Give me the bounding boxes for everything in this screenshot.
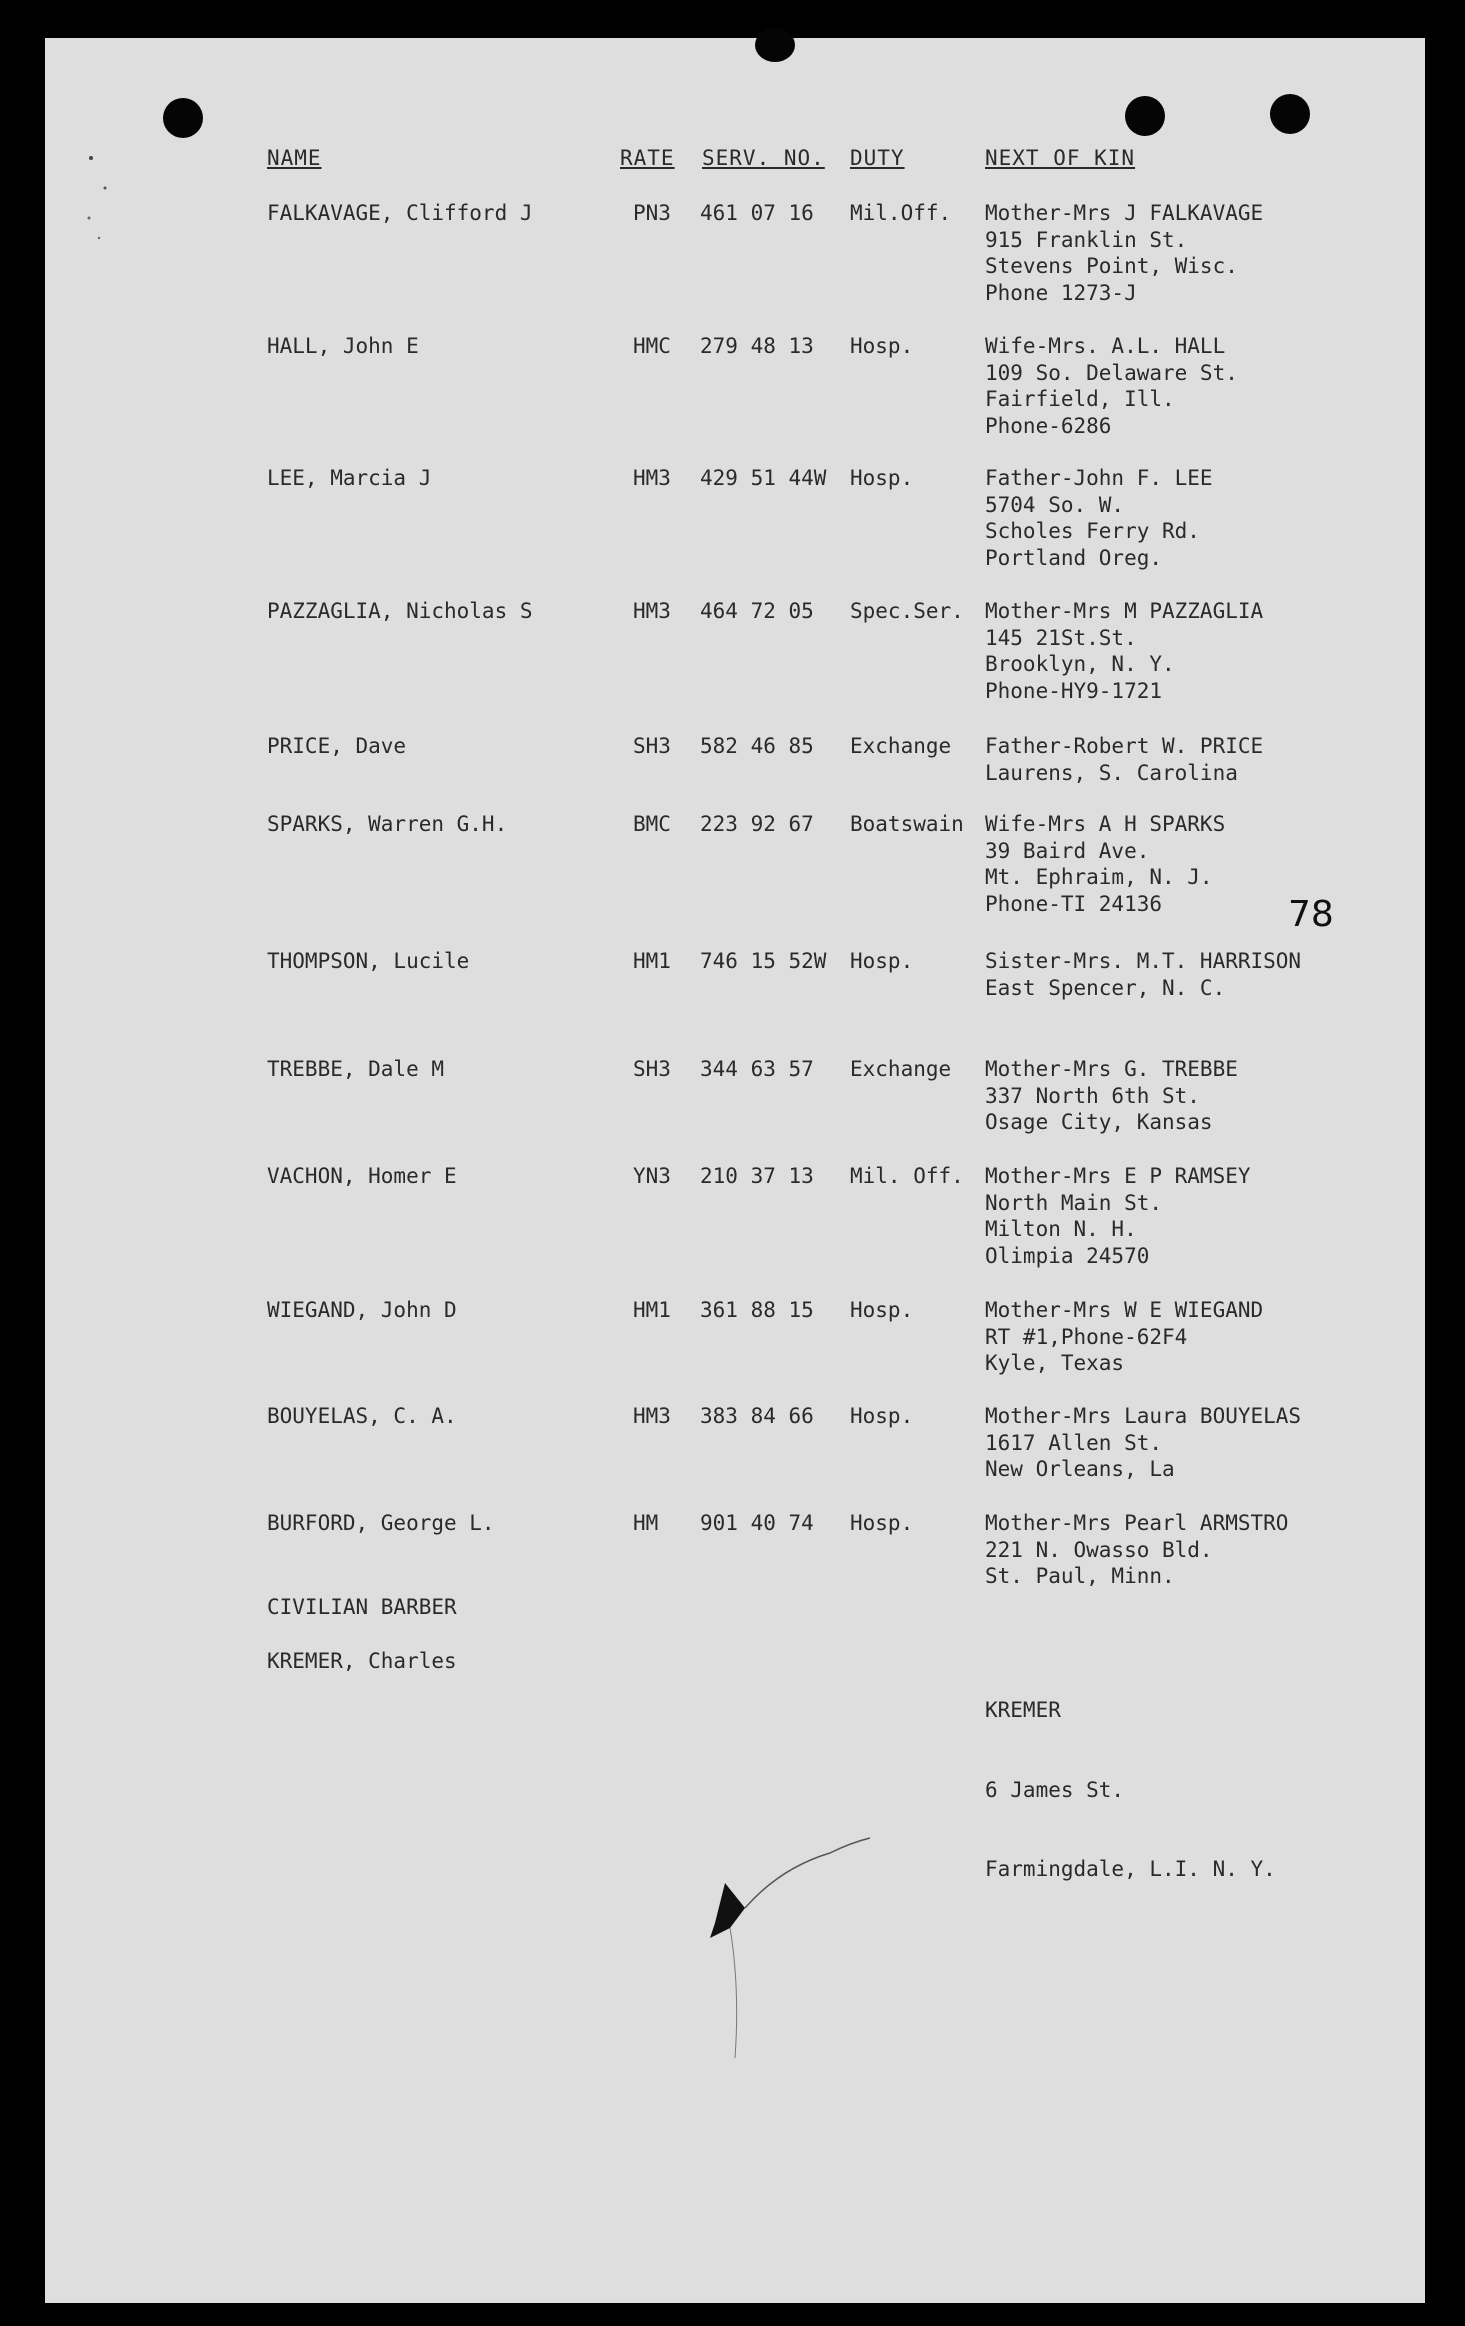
kin-line: Phone-TI 24136 [985, 891, 1163, 916]
page-number: 78 [1288, 894, 1334, 935]
person-next-of-kin [985, 948, 1301, 1001]
person-duty: Mil.Off. [850, 201, 952, 225]
kin-line: 109 So. Delaware St. [985, 360, 1238, 385]
kin-line: 6 James St. [985, 1777, 1125, 1802]
person-duty: Spec.Ser. [850, 599, 964, 623]
kin-line: Mother-Mrs E P RAMSEY [985, 1164, 1251, 1188]
kin-line: Mother-Mrs Laura BOUYELAS [985, 1404, 1302, 1428]
person-serv-no: 746 15 52W [700, 949, 827, 973]
person-name: TREBBE, Dale M [267, 1057, 445, 1081]
person-rate: SH3 [633, 1057, 671, 1081]
kin-line: RT #1,Phone-62F4 [985, 1324, 1188, 1349]
kin-line: Mother-Mrs M PAZZAGLIA [985, 599, 1264, 623]
person-next-of-kin [985, 733, 1263, 786]
kin-line: Mother-Mrs W E WIEGAND [985, 1298, 1264, 1322]
person-rate: HM [633, 1511, 659, 1535]
person-duty: Boatswain [850, 812, 964, 836]
kin-line: 221 N. Owasso Bld. [985, 1537, 1213, 1562]
person-duty: Hosp. [850, 1511, 914, 1535]
person-duty: Hosp. [850, 1298, 914, 1322]
person-serv-no: 383 84 66 [700, 1404, 814, 1428]
kin-line: North Main St. [985, 1190, 1163, 1215]
person-duty: Mil. Off. [850, 1164, 964, 1188]
kin-line: 1617 Allen St. [985, 1430, 1163, 1455]
kin-line: Phone 1273-J [985, 280, 1137, 305]
person-rate: HM3 [633, 466, 671, 490]
person-next-of-kin [985, 811, 1225, 917]
person-duty: Exchange [850, 1057, 952, 1081]
header-duty: DUTY [850, 146, 905, 170]
kin-line: Mother-Mrs J FALKAVAGE [985, 201, 1264, 225]
kin-line: Father-Robert W. PRICE [985, 734, 1264, 758]
kin-line: Stevens Point, Wisc. [985, 254, 1238, 278]
kin-line: KREMER [985, 1698, 1061, 1722]
kin-line: Scholes Ferry Rd. [985, 519, 1200, 543]
person-next-of-kin [985, 333, 1238, 439]
kin-line: Wife-Mrs. A.L. HALL [985, 334, 1226, 358]
paper-tear [670, 1828, 900, 2088]
person-rate: SH3 [633, 734, 671, 758]
kin-line: Fairfield, Ill. [985, 387, 1175, 411]
punch-notch [755, 28, 795, 62]
person-serv-no: 461 07 16 [700, 201, 814, 225]
person-duty: Hosp. [850, 466, 914, 490]
kin-line: Olimpia 24570 [985, 1243, 1150, 1268]
kin-line: Milton N. H. [985, 1217, 1137, 1241]
kin-line: 337 North 6th St. [985, 1083, 1200, 1108]
person-rate: HMC [633, 334, 671, 358]
person-rate: HM1 [633, 949, 671, 973]
person-serv-no: 223 92 67 [700, 812, 814, 836]
person-next-of-kin [985, 1510, 1288, 1590]
person-name: LEE, Marcia J [267, 466, 432, 490]
person-name: HALL, John E [267, 334, 419, 358]
kin-line: Laurens, S. Carolina [985, 760, 1238, 785]
person-rate: HM3 [633, 599, 671, 623]
kin-line: Mother-Mrs Pearl ARMSTRO [985, 1511, 1289, 1535]
kin-line: Farmingdale, L.I. N. Y. [985, 1857, 1276, 1881]
kin-line: 145 21St.St. [985, 625, 1137, 650]
kin-line: Kyle, Texas [985, 1351, 1125, 1375]
person-name: THOMPSON, Lucile [267, 949, 470, 973]
kin-line: Mother-Mrs G. TREBBE [985, 1057, 1238, 1081]
civilian-name: KREMER, Charles [267, 1649, 457, 1673]
kin-line: 5704 So. W. [985, 492, 1125, 517]
kin-line: Brooklyn, N. Y. [985, 652, 1175, 676]
header-next-of-kin: NEXT OF KIN [985, 146, 1136, 170]
kin-line: 39 Baird Ave. [985, 838, 1150, 863]
person-serv-no: 210 37 13 [700, 1164, 814, 1188]
kin-line: Portland Oreg. [985, 545, 1163, 570]
person-rate: YN3 [633, 1164, 671, 1188]
edge-marks [85, 138, 115, 248]
person-name: SPARKS, Warren G.H. [267, 812, 508, 836]
person-name: WIEGAND, John D [267, 1298, 457, 1322]
person-name: FALKAVAGE, Clifford J [267, 201, 533, 225]
person-rate: HM3 [633, 1404, 671, 1428]
civilian-section-label: CIVILIAN BARBER [267, 1595, 457, 1619]
person-name: PAZZAGLIA, Nicholas S [267, 599, 533, 623]
person-duty: Exchange [850, 734, 952, 758]
header-name: NAME [267, 146, 322, 170]
person-serv-no: 901 40 74 [700, 1511, 814, 1535]
kin-line: Sister-Mrs. M.T. HARRISON [985, 949, 1302, 973]
person-next-of-kin [985, 465, 1213, 571]
person-next-of-kin [985, 1056, 1238, 1136]
person-serv-no: 582 46 85 [700, 734, 814, 758]
punch-hole-right-1 [1125, 96, 1165, 136]
kin-line: Wife-Mrs A H SPARKS [985, 812, 1226, 836]
punch-hole-right-2 [1270, 94, 1310, 134]
kin-line: 915 Franklin St. [985, 227, 1188, 252]
person-next-of-kin [985, 598, 1263, 704]
person-name: BURFORD, George L. [267, 1511, 495, 1535]
person-duty: Hosp. [850, 334, 914, 358]
kin-line: East Spencer, N. C. [985, 975, 1226, 1000]
kin-line: Father-John F. LEE [985, 466, 1213, 490]
person-next-of-kin [985, 1403, 1301, 1483]
civilian-next-of-kin [985, 1644, 1276, 1936]
person-serv-no: 279 48 13 [700, 334, 814, 358]
kin-line: Phone-6286 [985, 413, 1112, 438]
punch-hole-left [163, 98, 203, 138]
document-page [45, 38, 1425, 2303]
kin-line: Mt. Ephraim, N. J. [985, 865, 1213, 889]
kin-line: New Orleans, La [985, 1457, 1175, 1481]
person-next-of-kin [985, 200, 1263, 306]
header-serv-no: SERV. NO. [702, 146, 825, 170]
kin-line: Phone-HY9-1721 [985, 678, 1163, 703]
person-name: VACHON, Homer E [267, 1164, 457, 1188]
person-duty: Hosp. [850, 949, 914, 973]
person-rate: BMC [633, 812, 671, 836]
person-serv-no: 429 51 44W [700, 466, 827, 490]
person-serv-no: 464 72 05 [700, 599, 814, 623]
header-rate: RATE [620, 146, 675, 170]
person-name: PRICE, Dave [267, 734, 407, 758]
person-name: BOUYELAS, C. A. [267, 1404, 457, 1428]
person-next-of-kin [985, 1297, 1263, 1377]
person-next-of-kin [985, 1163, 1251, 1269]
person-duty: Hosp. [850, 1404, 914, 1428]
person-rate: PN3 [633, 201, 671, 225]
kin-line: St. Paul, Minn. [985, 1564, 1175, 1588]
kin-line: Osage City, Kansas [985, 1110, 1213, 1134]
person-serv-no: 361 88 15 [700, 1298, 814, 1322]
person-serv-no: 344 63 57 [700, 1057, 814, 1081]
person-rate: HM1 [633, 1298, 671, 1322]
